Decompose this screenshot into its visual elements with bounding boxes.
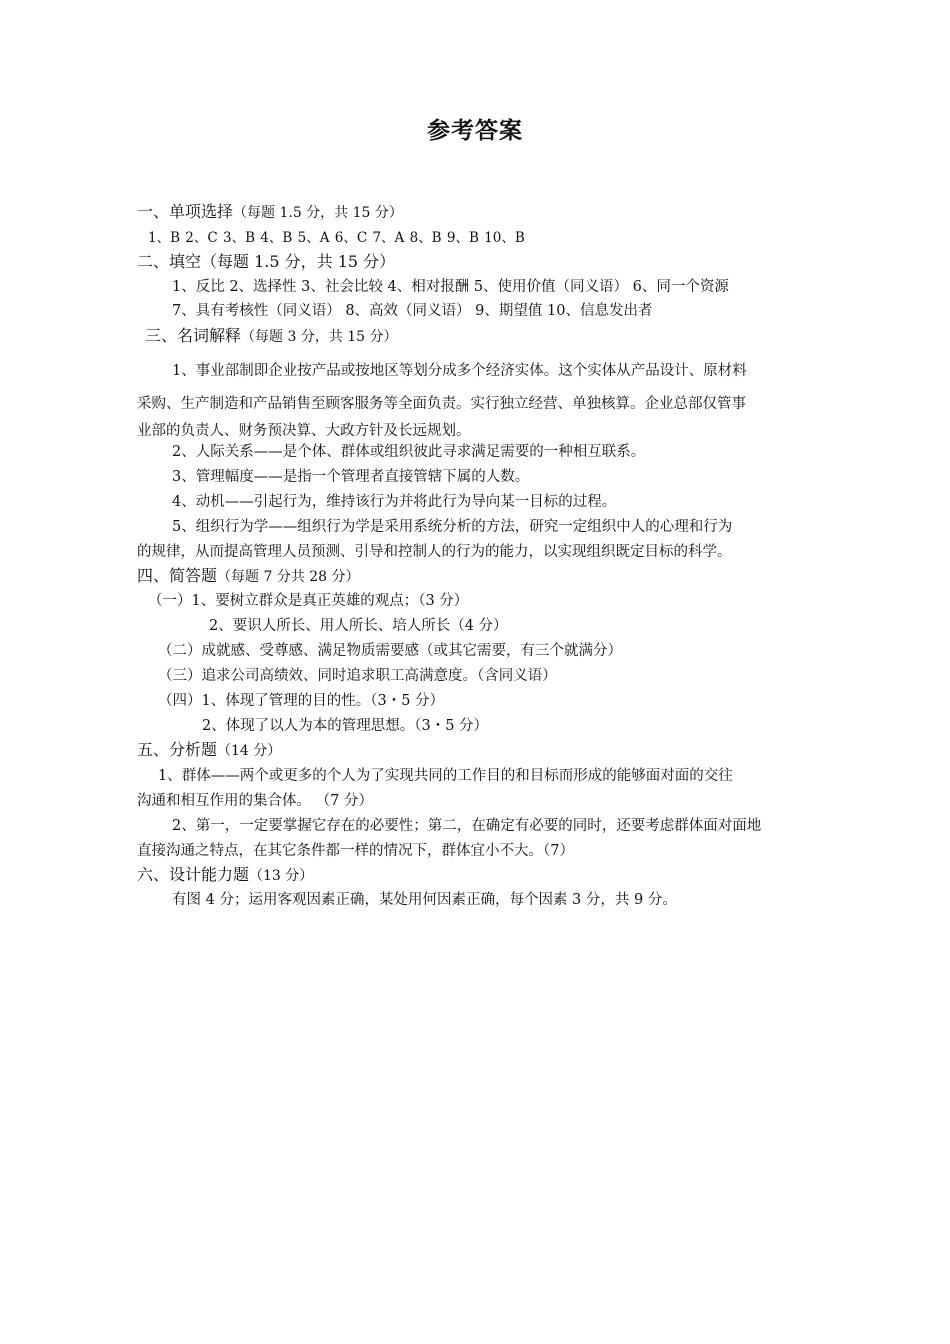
definition-5-line-2: 的规律，从而提高管理人员预测、引导和控制人的行为的能力，以实现组织既定目标的科学。 [137,544,732,560]
section-1-title: 一、单项选择 [137,202,234,221]
definition-1-line-3: 业部的负责人、财务预决算、大政方针及长远规划。 [137,423,471,439]
analysis-1-line-2: 沟通和相互作用的集合体。 （7 分） [137,793,373,809]
section-2-line-2: 7、具有考核性（同义语） 8、高效（同义语） 9、期望值 10、信息发出者 [172,303,653,319]
page-title: 参考答案 [427,118,523,144]
section-6-title: 六、设计能力题 [137,865,250,884]
section-5-title: 五、分析题 [137,740,218,759]
section-1-heading [137,202,403,223]
section-6-note: （13 分） [249,868,314,884]
answer-1-part-1: （一）1、要树立群众是真正英雄的观点；（3 分） [148,593,469,609]
analysis-2-line-2: 直接沟通之特点，在其它条件都一样的情况下，群体宜小不大。（7） [137,843,574,859]
definition-4: 4、动机——引起行为，维持该行为并将此行为导向某一目标的过程。 [172,494,617,510]
analysis-1-line-1: 1、群体——两个或更多的个人为了实现共同的工作目的和目标而形成的能够面对面的交往 [158,768,733,784]
answer-1-part-2: 2、要识人所长、用人所长、培人所长（4 分） [209,618,508,634]
section-6-heading [137,865,313,886]
definition-5-line-1: 5、组织行为学——组织行为学是采用系统分析的方法，研究一定组织中人的心理和行为 [172,519,733,535]
analysis-2-line-1: 2、第一，一定要掌握它存在的必要性；第二，在确定有必要的同时，还要考虑群体面对面地 [172,818,762,834]
design-answer: 有图 4 分；运用客观因素正确，某处用何因素正确，每个因素 3 分，共 9 分。 [172,892,677,908]
definition-3: 3、管理幅度——是指一个管理者直接管辖下属的人数。 [172,469,530,485]
section-4-note: （每题 7 分共 28 分） [217,569,360,585]
answer-4-part-2: 2、体现了以人为本的管理思想。（3・5 分） [202,718,489,734]
section-1-note: （每题 1.5 分，共 15 分） [233,205,403,221]
section-3-heading [145,326,398,347]
section-1-answers: 1、B 2、C 3、B 4、B 5、A 6、C 7、A 8、B 9、B 10、B [148,230,525,246]
section-3-note: （每题 3 分，共 15 分） [241,329,398,345]
answer-4-part-1: （四）1、体现了管理的目的性。（3・5 分） [158,693,445,709]
answer-2: （二）成就感、受尊感、满足物质需要感（或其它需要，有三个就满分） [158,643,622,659]
definition-1-line-2: 采购、生产制造和产品销售至顾客服务等全面负责。实行独立经营、单独核算。企业总部仅管事 [137,396,746,412]
section-5-note: （14 分） [217,743,282,759]
section-4-heading [137,566,360,587]
answer-3: （三）追求公司高绩效、同时追求职工高满意度。（含同义语） [158,668,557,684]
definition-2: 2、人际关系——是个体、群体或组织彼此寻求满足需要的一种相互联系。 [172,444,646,460]
definition-1-line-1: 1、事业部制即企业按产品或按地区等划分成多个经济实体。这个实体从产品设计、原材料 [172,363,747,379]
section-2-line-1: 1、反比 2、选择性 3、社会比较 4、相对报酬 5、使用价值（同义语） 6、同一个资源 [172,279,729,295]
section-2-heading: 二、填空（每题 1.5 分，共 15 分） [137,252,396,271]
section-4-title: 四、简答题 [137,566,218,585]
section-5-heading [137,740,281,761]
section-3-title: 三、名词解释 [145,326,242,345]
